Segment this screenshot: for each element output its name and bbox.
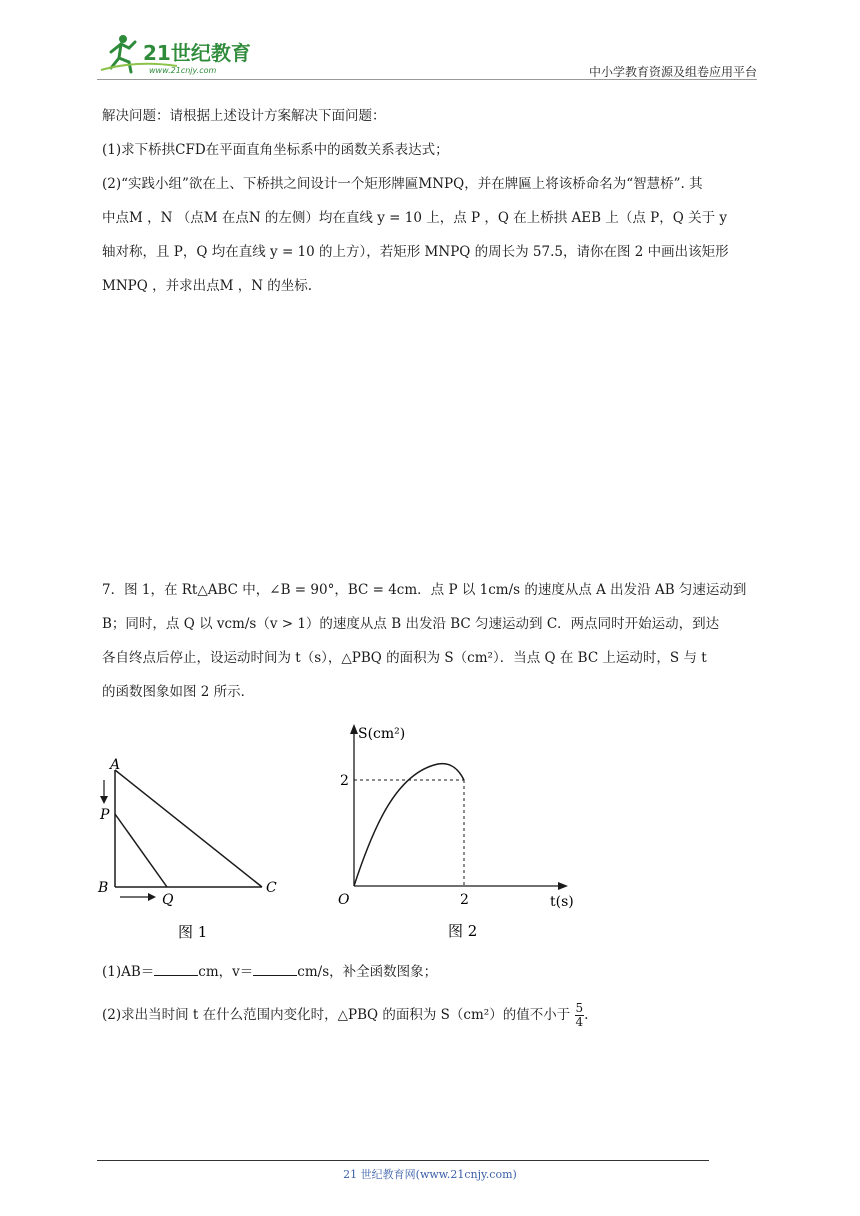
problem7-sub1 bbox=[102, 962, 762, 982]
problem7-line2: B；同时，点 Q 以 vcm/s（v > 1）的速度从点 B 出发沿 BC 匀速运动到 C．两点同时开始运动，到达 bbox=[102, 616, 720, 632]
x-tick-label: 2 bbox=[460, 892, 469, 908]
arrowhead-right-icon bbox=[148, 893, 156, 901]
sub2-text: (2)求出当时间 t 在什么范围内变化时，△PBQ 的面积为 S（cm²）的值不小于 bbox=[102, 1007, 571, 1023]
problem6-intro: 解决问题：请根据上述设计方案解决下面问题： bbox=[102, 108, 386, 124]
problem7-line4: 的函数图象如图 2 所示． bbox=[102, 684, 255, 700]
sub1-part-c: cm/s，补全函数图象； bbox=[297, 964, 438, 980]
figure-1-triangle bbox=[92, 752, 292, 947]
problem6-q2-line1: (2)“实践小组”欲在上、下桥拱之间设计一个矩形牌匾MNPQ，并在牌匾上将该桥命名为“智慧桥”. 其 bbox=[102, 176, 703, 192]
x-axis-label: t(s) bbox=[550, 894, 574, 910]
label-a: A bbox=[110, 757, 121, 773]
fraction-five-quarters bbox=[575, 1002, 585, 1029]
problem7-line1: 7．图 1，在 Rt△ABC 中，∠B = 90°，BC = 4cm．点 P 以 1cm/s 的速度从点 A 出发沿 AB 匀速运动到 bbox=[102, 582, 747, 598]
page-header bbox=[97, 30, 757, 78]
y-axis-label: S(cm²) bbox=[358, 726, 406, 742]
logo-title: 21世纪教育 bbox=[143, 41, 251, 65]
problem6-q2-line2: 中点M ，N （点M 在点N 的左侧）均在直线 y = 10 上，点 P ，Q 在上桥拱 AEB 上（点 P，Q 关于 y bbox=[102, 210, 728, 226]
footer-divider bbox=[97, 1160, 709, 1161]
platform-name: 中小学教育资源及组卷应用平台 bbox=[588, 65, 757, 79]
problem6-q2-line3: 轴对称，且 P，Q 均在直线 y = 10 的上方），若矩形 MNPQ 的周长为 57.5，请你在图 2 中画出该矩形 bbox=[102, 244, 729, 260]
problem6-q2-line4: MNPQ ，并求出点M ，N 的坐标. bbox=[102, 278, 313, 294]
figure-1-caption: 图 1 bbox=[178, 923, 208, 941]
figure-2-caption: 图 2 bbox=[448, 922, 478, 940]
y-axis-arrow-icon bbox=[350, 724, 358, 734]
origin-label: O bbox=[338, 892, 350, 908]
sub2-end: . bbox=[584, 1007, 589, 1023]
fraction-denominator: 4 bbox=[575, 1015, 584, 1029]
label-b: B bbox=[98, 880, 109, 896]
arrowhead-down-icon bbox=[100, 796, 108, 804]
answer-blank-ab[interactable] bbox=[154, 963, 198, 976]
y-tick-label: 2 bbox=[340, 773, 349, 789]
problem6-q1: (1)求下桥拱CFD在平面直角坐标系中的函数关系表达式； bbox=[102, 142, 449, 158]
problem7-sub2 bbox=[102, 1002, 762, 1029]
function-curve bbox=[354, 764, 464, 886]
header-divider bbox=[97, 79, 757, 80]
label-c: C bbox=[266, 880, 277, 896]
footer-link[interactable]: 21 世纪教育网(www.21cnjy.com) bbox=[343, 1168, 517, 1181]
site-logo bbox=[97, 30, 267, 76]
fraction-numerator: 5 bbox=[575, 1001, 584, 1015]
label-p: P bbox=[100, 807, 110, 823]
side-ac bbox=[115, 770, 262, 887]
sub1-part-b: cm，v＝ bbox=[198, 964, 254, 980]
problem7-line3: 各自终点后停止，设运动时间为 t（s），△PBQ 的面积为 S（cm²）．当点 Q 在 BC 上运动时，S 与 t bbox=[102, 650, 707, 666]
answer-blank-v[interactable] bbox=[253, 963, 297, 976]
label-q: Q bbox=[162, 892, 174, 908]
logo-url: www.21cnjy.com bbox=[149, 66, 217, 75]
segment-pq bbox=[115, 814, 167, 887]
figure-2-graph bbox=[328, 718, 588, 943]
x-axis-arrow-icon bbox=[558, 882, 568, 890]
sub1-part-a: (1)AB＝ bbox=[102, 964, 155, 980]
